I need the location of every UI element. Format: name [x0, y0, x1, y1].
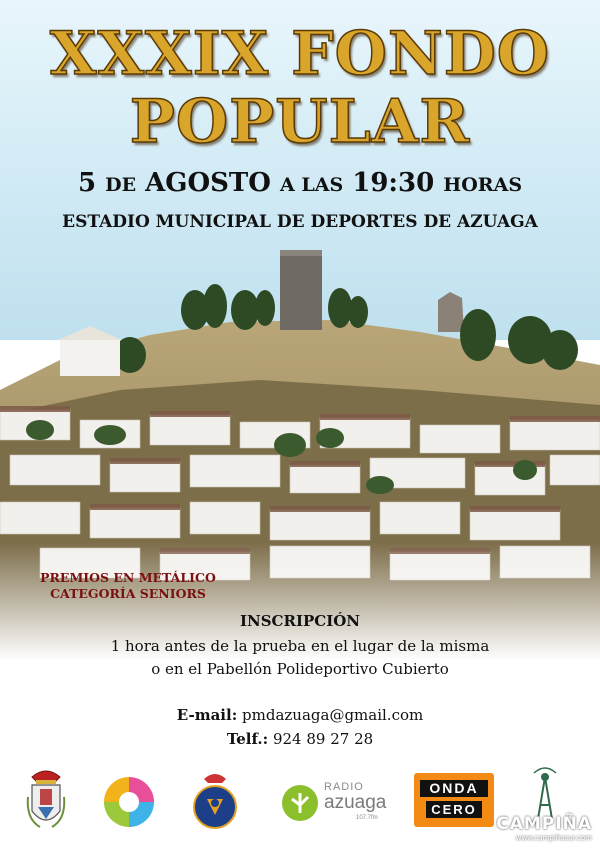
watermark-main: CAMPIÑA [496, 814, 592, 834]
sports-circle-icon [102, 775, 156, 829]
title-line-2: POPULAR [129, 87, 471, 157]
premios-note [28, 570, 228, 602]
coat-of-arms-icon [26, 767, 66, 835]
event-day: 5 [77, 168, 97, 198]
event-time: 19:30 [352, 168, 435, 198]
title-line-1: XXXIX FONDO [49, 19, 551, 89]
proteccion-civil-icon [192, 769, 238, 835]
inscripcion-line-1: 1 hora antes de la prueba en el lugar de la misma [110, 637, 490, 655]
phone-label: Telf.: [226, 730, 269, 748]
premios-line-2: CATEGORÍA SENIORS [50, 586, 206, 601]
event-venue: ESTADIO MUNICIPAL DE DEPORTES DE AZUAGA [62, 212, 538, 232]
radio-circle-icon [280, 783, 320, 823]
contact-phone [0, 730, 600, 748]
phone-value: 924 89 27 28 [272, 730, 374, 748]
contact-email [0, 706, 600, 724]
event-month: AGOSTO [145, 168, 271, 198]
radio-name-text: azuaga [324, 792, 387, 813]
event-horas: HORAS [443, 174, 523, 196]
inscripcion-title: INSCRIPCIÓN [240, 612, 360, 630]
watermark-sub: www.campiñasur.com [515, 834, 592, 842]
event-date-time [0, 168, 600, 198]
radio-azuaga-logo [280, 779, 390, 827]
onda-cero-logo [414, 773, 494, 827]
onda-text: ONDA [420, 780, 488, 797]
cero-text: CERO [426, 801, 482, 818]
email-value[interactable]: pmdazuaga@gmail.com [242, 706, 424, 724]
email-label: E-mail: [176, 706, 238, 724]
premios-line-1: PREMIOS EN METÁLICO [40, 570, 216, 585]
watermark [496, 814, 592, 842]
event-a-las: A LAS [280, 174, 344, 196]
radio-freq-text: 107.7fm [356, 815, 378, 821]
event-de: DE [105, 174, 137, 196]
inscripcion-line-2: o en el Pabellón Polideportivo Cubierto [151, 660, 449, 678]
radio-top-text: RADIO [324, 781, 364, 793]
